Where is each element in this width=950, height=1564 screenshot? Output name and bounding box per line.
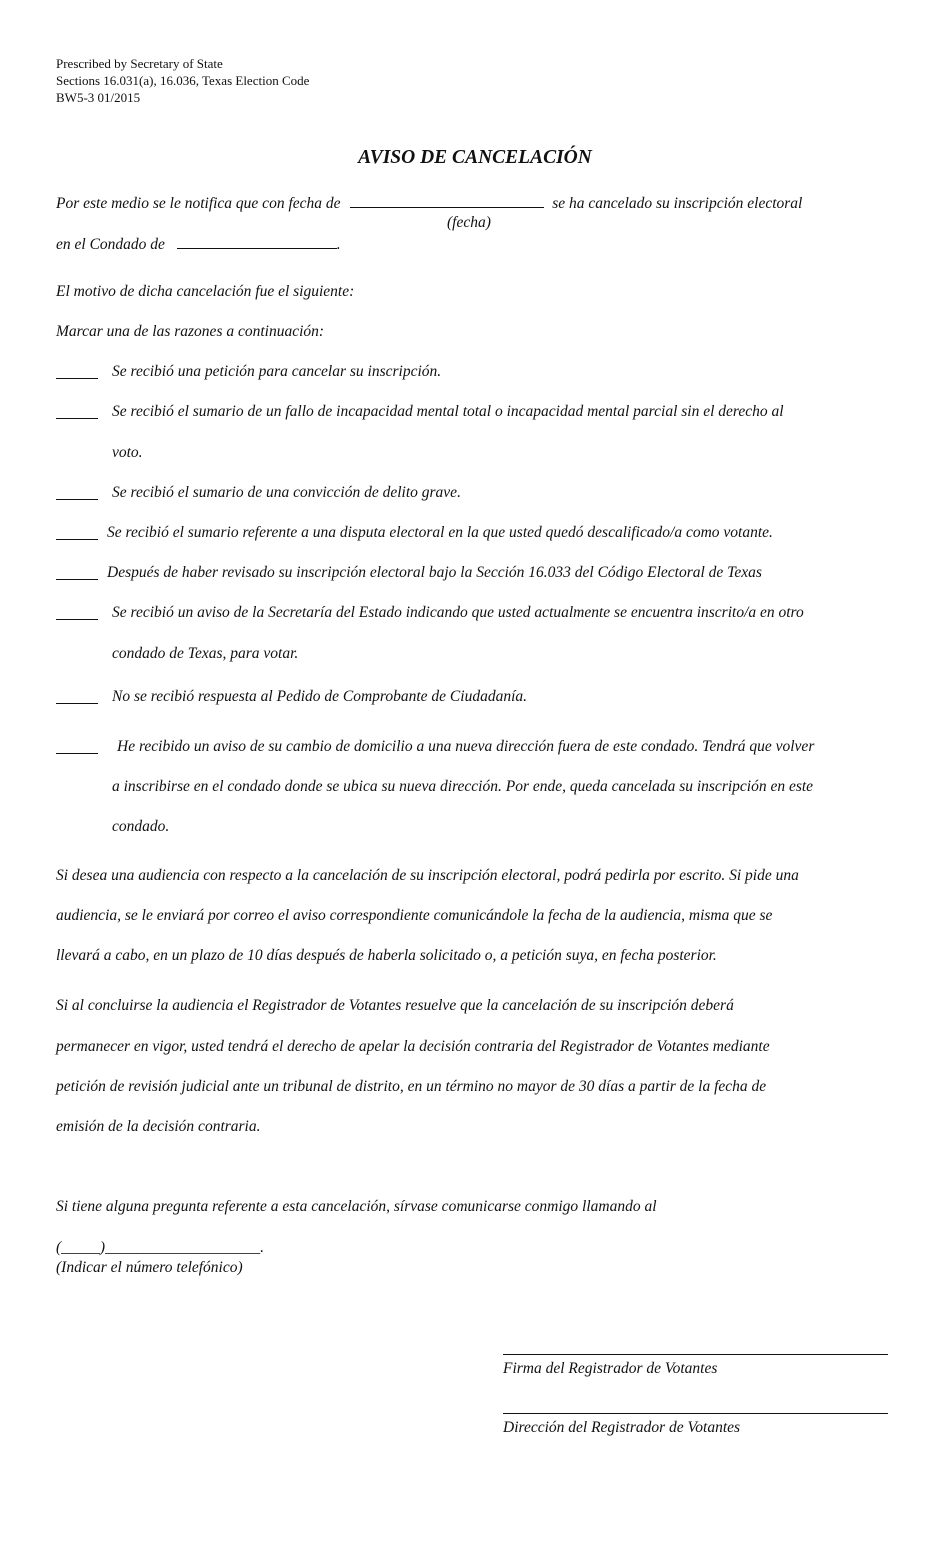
- signature-line[interactable]: [503, 1354, 888, 1355]
- reason-4-text: Se recibió el sumario referente a una disputa electoral en la que usted quedó descalificado/a como votante.: [107, 524, 773, 541]
- reason-1-text: Se recibió una petición para cancelar su inscripción.: [112, 363, 442, 380]
- signature-label: Firma del Registrador de Votantes: [503, 1360, 718, 1377]
- county-prefix: en el Condado de: [56, 236, 165, 253]
- page-title: AVISO DE CANCELACIÓN: [358, 147, 592, 168]
- notice-text-part2: se ha cancelado su inscripción electoral: [552, 195, 803, 212]
- date-field[interactable]: [350, 193, 544, 208]
- reason-instruction: Marcar una de las razones a continuación:: [56, 323, 325, 340]
- reason-2-checkbox[interactable]: [56, 405, 98, 419]
- reason-5-checkbox[interactable]: [56, 566, 98, 580]
- address-line[interactable]: [503, 1413, 888, 1414]
- reason-8-text-line1: He recibido un aviso de su cambio de domicilio a una nueva dirección fuera de este condado. Tendrá que volver: [117, 738, 815, 755]
- reason-7-checkbox[interactable]: [56, 690, 98, 704]
- reason-6-text-line2: condado de Texas, para votar.: [112, 645, 299, 662]
- reason-5-text: Después de haber revisado su inscripción electoral bajo la Sección 16.033 del Código Electoral de Texas: [107, 564, 762, 581]
- reason-intro: El motivo de dicha cancelación fue el siguiente:: [56, 283, 355, 300]
- reason-7-text: No se recibió respuesta al Pedido de Comprobante de Ciudadanía.: [112, 688, 528, 705]
- reason-1-checkbox[interactable]: [56, 365, 98, 379]
- hearing-line-2: audiencia, se le enviará por correo el aviso correspondiente comunicándole la fecha de la audiencia, misma que se: [56, 907, 773, 924]
- hearing-line-3: llevará a cabo, en un plazo de 10 días después de haberla solicitado o, a petición suya, en fecha posterior.: [56, 947, 717, 964]
- county-field[interactable]: [177, 234, 337, 249]
- reason-4-checkbox[interactable]: [56, 526, 98, 540]
- appeal-line-1: Si al concluirse la audiencia el Registrador de Votantes resuelve que la cancelación de su inscripción deberá: [56, 997, 734, 1014]
- sections-line: Sections 16.031(a), 16.036, Texas Election Code: [56, 73, 310, 88]
- reason-2-text-line1: Se recibió el sumario de un fallo de incapacidad mental total o incapacidad mental parcial sin el derecho al: [112, 403, 784, 420]
- phone-field[interactable]: (_____)____________________.: [56, 1239, 264, 1256]
- appeal-line-3: petición de revisión judicial ante un tribunal de distrito, en un término no mayor de 30 días a partir de la fecha de: [56, 1078, 767, 1095]
- county-suffix: .: [336, 236, 341, 253]
- reason-8-checkbox[interactable]: [56, 740, 98, 754]
- contact-text: Si tiene alguna pregunta referente a esta cancelación, sírvase comunicarse conmigo llamando al: [56, 1198, 657, 1215]
- reason-3-checkbox[interactable]: [56, 486, 98, 500]
- reason-3-text: Se recibió el sumario de una convicción de delito grave.: [112, 484, 461, 501]
- address-label: Dirección del Registrador de Votantes: [503, 1419, 741, 1436]
- appeal-line-2: permanecer en vigor, usted tendrá el derecho de apelar la decisión contraria del Registrador de Votantes mediante: [56, 1038, 770, 1055]
- notice-line-1: [56, 193, 802, 213]
- notice-line-2: [56, 234, 341, 254]
- form-number: BW5-3 01/2015: [56, 90, 141, 105]
- reason-8-text-line3: condado.: [112, 818, 170, 835]
- appeal-line-4: emisión de la decisión contraria.: [56, 1118, 261, 1135]
- date-label: (fecha): [447, 214, 491, 231]
- reason-6-checkbox[interactable]: [56, 606, 98, 620]
- phone-label: (Indicar el número telefónico): [56, 1259, 243, 1276]
- hearing-line-1: Si desea una audiencia con respecto a la cancelación de su inscripción electoral, podrá pedirla por escrito. Si pide una: [56, 867, 799, 884]
- notice-text-part1: Por este medio se le notifica que con fecha de: [56, 195, 341, 212]
- reason-6-text-line1: Se recibió un aviso de la Secretaría del Estado indicando que usted actualmente se encuentra inscrito/a en otro: [112, 604, 804, 621]
- reason-2-text-line2: voto.: [112, 444, 143, 461]
- reason-8-text-line2: a inscribirse en el condado donde se ubica su nueva dirección. Por ende, queda cancelada su inscripción en este: [112, 778, 814, 795]
- prescribed-by-line: Prescribed by Secretary of State: [56, 56, 223, 71]
